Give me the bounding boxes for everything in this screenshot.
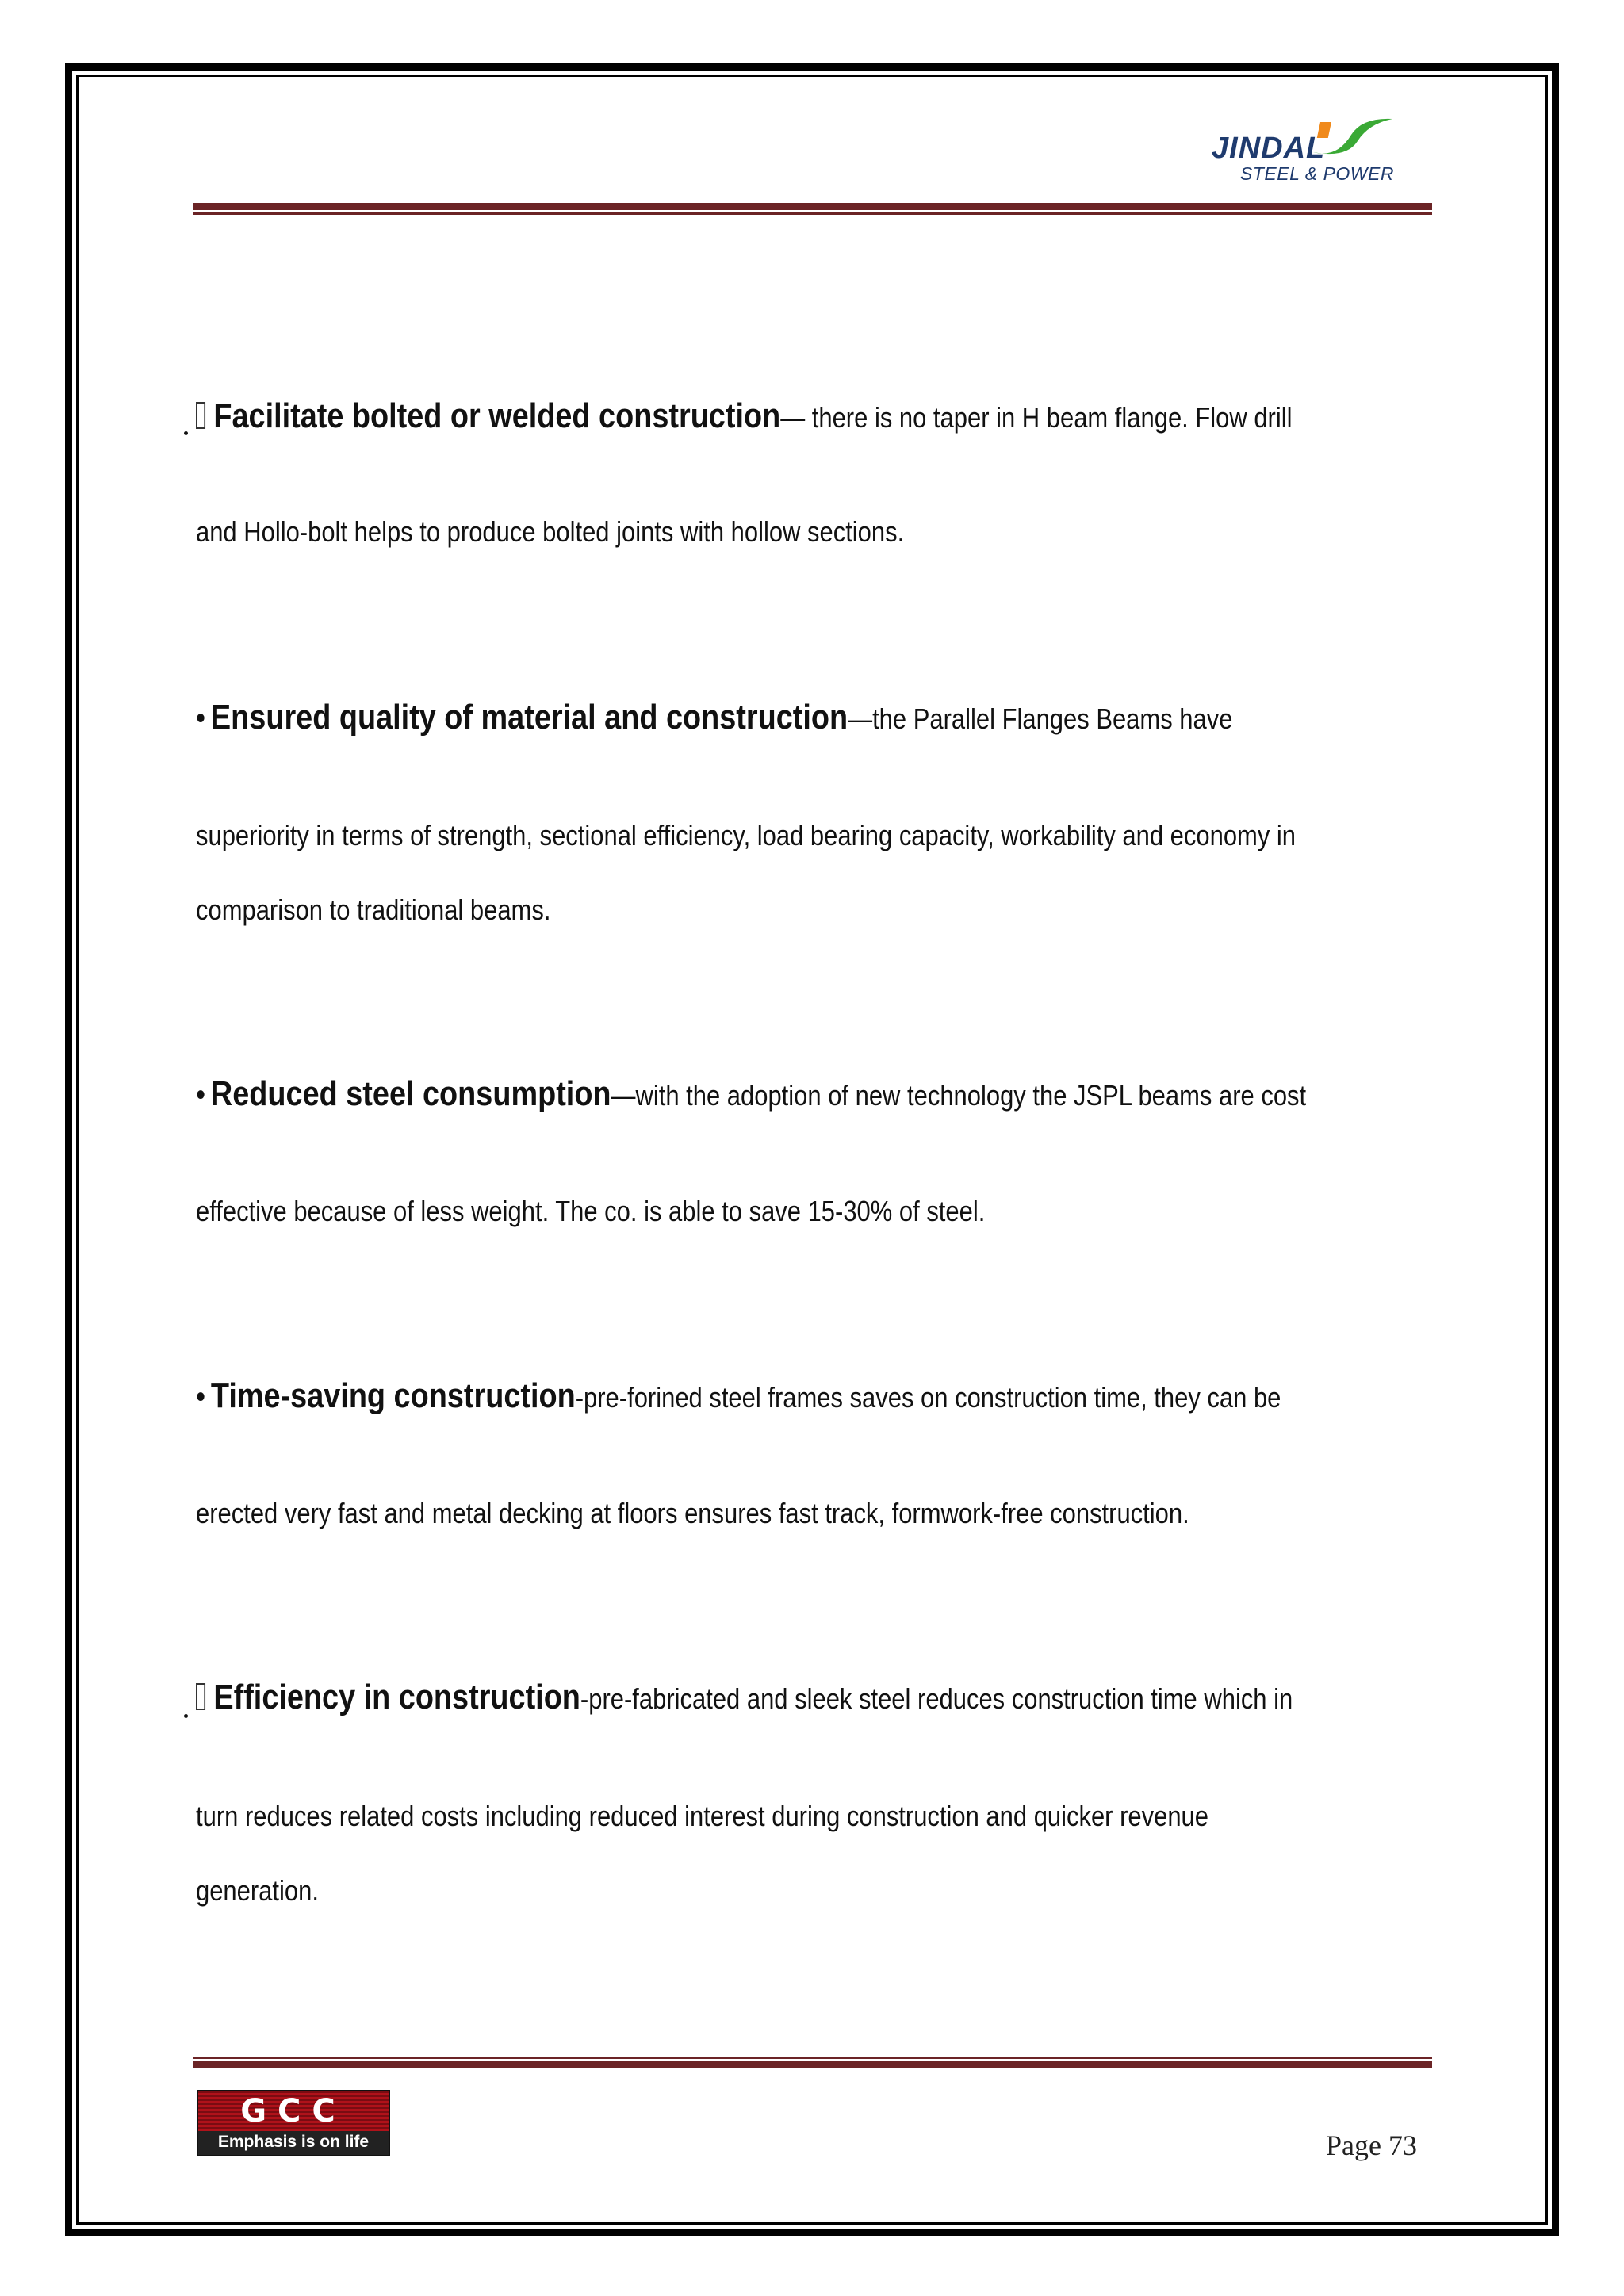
- section-4-line-1: [196, 1376, 1281, 1416]
- section-2-text-1: the Parallel Flanges Beams have: [872, 702, 1233, 735]
- missing-glyph-icon: [196, 1683, 205, 1710]
- jindal-logo: [1212, 111, 1402, 190]
- section-4-separator: -: [575, 1381, 584, 1414]
- section-3-heading: Reduced steel consumption: [210, 1074, 611, 1113]
- section-5-text-1: pre-fabricated and sleek steel reduces construction time which in: [588, 1682, 1293, 1715]
- jindal-logo-subtitle: STEEL & POWER: [1240, 163, 1394, 184]
- footer-rule: [193, 2057, 1432, 2068]
- section-5-line-1: [196, 1678, 1293, 1717]
- jindal-logo-name: JINDAL: [1212, 132, 1326, 165]
- section-5-text-3: generation.: [196, 1874, 319, 1907]
- section-4-text-2: erected very fast and metal decking at floors ensures fast track, formwork-free construction.: [196, 1497, 1189, 1529]
- bullet-icon: •: [196, 1077, 206, 1112]
- header-rule: [193, 203, 1432, 215]
- section-1-separator: —: [780, 401, 806, 434]
- section-4-heading: Time-saving construction: [210, 1376, 576, 1415]
- section-3-line-1: [196, 1074, 1306, 1114]
- section-3-text-1: with the adoption of new technology the JSPL beams are cost: [635, 1079, 1307, 1112]
- page-number: Page 73: [1326, 2130, 1417, 2161]
- section-1-text-2: and Hollo-bolt helps to produce bolted joints with hollow sections.: [196, 515, 905, 548]
- gcc-logo-tagline: Emphasis is on life: [217, 2133, 370, 2151]
- section-1-text-1: there is no taper in H beam flange. Flow drill: [805, 401, 1293, 434]
- section-2-text-3: comparison to traditional beams.: [196, 894, 551, 926]
- bullet-icon: •: [196, 701, 206, 736]
- section-3-text-2: effective because of less weight. The co. is able to save 15-30% of steel.: [196, 1195, 986, 1227]
- gcc-logo-name: GCC: [240, 2093, 347, 2130]
- stray-dot: [184, 1714, 188, 1718]
- section-5-separator: -: [580, 1682, 589, 1715]
- section-2-separator: —: [848, 702, 873, 735]
- section-2-heading: Ensured quality of material and construction: [210, 698, 848, 737]
- gcc-logo: [197, 2090, 390, 2156]
- section-1-heading: Facilitate bolted or welded construction: [213, 396, 781, 435]
- section-1-line-1: [196, 396, 1293, 436]
- missing-glyph-icon: [196, 402, 205, 429]
- section-4-text-1: pre-forined steel frames saves on construction time, they can be: [584, 1381, 1281, 1414]
- section-2-line-1: [196, 698, 1232, 737]
- section-3-separator: —: [611, 1079, 636, 1112]
- section-5-heading: Efficiency in construction: [213, 1678, 580, 1716]
- section-5-text-2: turn reduces related costs including reduced interest during construction and quicker revenue: [196, 1800, 1208, 1832]
- stray-dot: [184, 431, 188, 435]
- section-2-text-2: superiority in terms of strength, sectional efficiency, load bearing capacity, workability and economy in: [196, 819, 1297, 851]
- bullet-icon: •: [196, 1380, 206, 1414]
